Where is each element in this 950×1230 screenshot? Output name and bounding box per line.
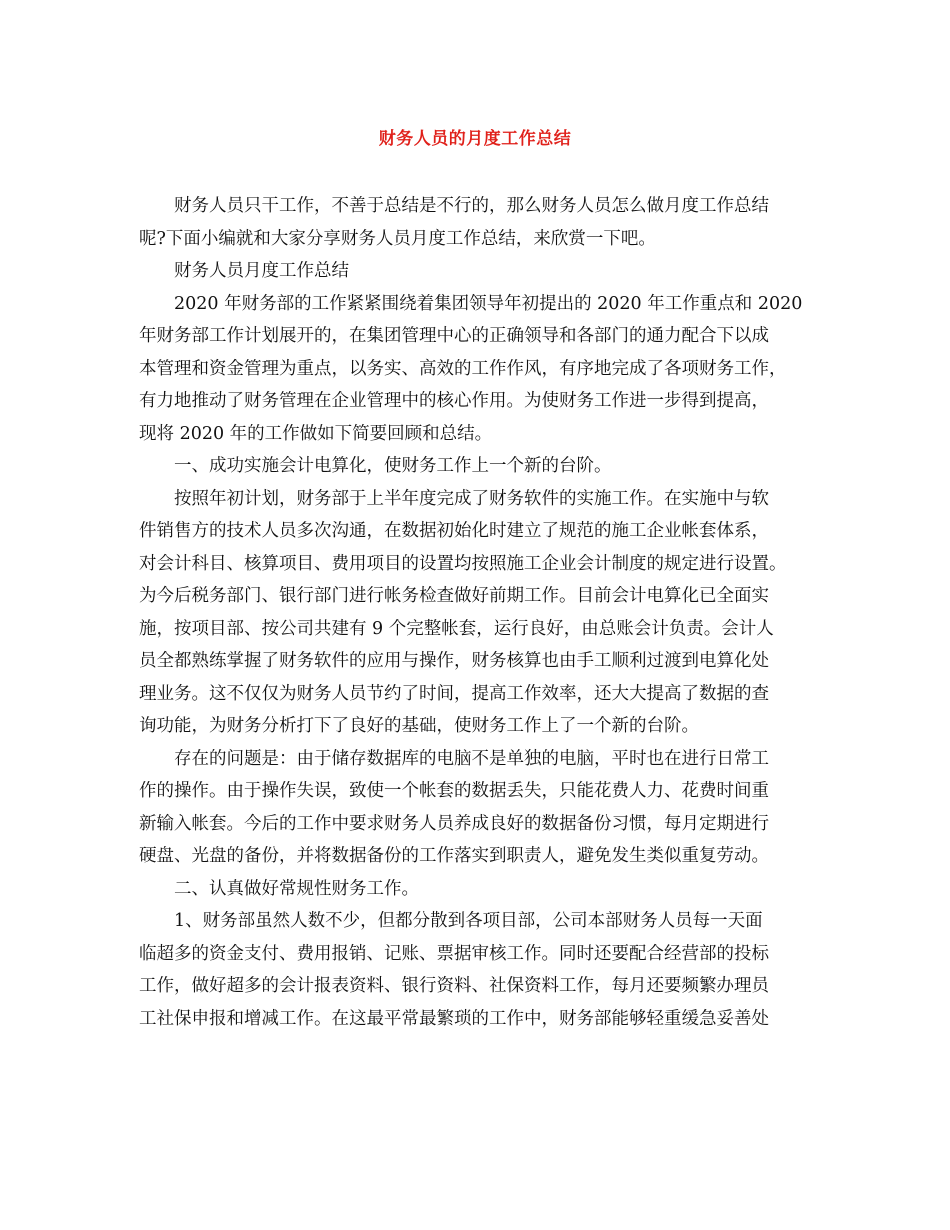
text-line: 员全都熟练掌握了财务软件的应用与操作，财务核算也由手工顺利过渡到电算化处 [139,651,769,671]
text-line: 新输入帐套。今后的工作中要求财务人员养成良好的数据备份习惯，每月定期进行 [139,813,769,834]
text-line: 工作，做好超多的会计报表资料、银行资料、社保资料工作，每月还要频繁办理员 [139,976,769,996]
text-line: 硬盘、光盘的备份，并将数据备份的工作落实到职责人，避免发生类似重复劳动。 [139,846,769,866]
text-line: 施，按项目部、按公司共建有 9 个完整帐套，运行良好，由总账会计负责。会计人 [139,618,774,639]
text-line: 现将 2020 年的工作做如下简要回顾和总结。 [139,423,493,444]
text-line: 工社保申报和增减工作。在这最平常最繁琐的工作中，财务部能够轻重缓急妥善处 [139,1008,769,1029]
text-line: 呢?下面小编就和大家分享财务人员月度工作总结，来欣赏一下吧。 [139,228,656,249]
text-line: 一、成功实施会计电算化，使财务工作上一个新的台阶。 [174,456,612,476]
text-line: 存在的问题是：由于储存数据库的电脑不是单独的电脑，平时也在进行日常工 [174,748,769,769]
document-body [139,190,815,1035]
text-line: 财务人员只干工作，不善于总结是不行的，那么财务人员怎么做月度工作总结 [174,196,769,216]
text-line: 年财务部工作计划展开的，在集团管理中心的正确领导和各部门的通力配合下以成 [139,326,769,346]
text-line: 作的操作。由于操作失误，致使一个帐套的数据丢失，只能花费人力、花费时间重 [139,781,769,801]
text-line: 临超多的资金支付、费用报销、记账、票据审核工作。同时还要配合经营部的投标 [139,943,769,964]
text-line: 为今后税务部门、银行部门进行帐务检查做好前期工作。目前会计电算化已全面实 [139,586,769,606]
text-line: 1、财务部虽然人数不少，但都分散到各项目部，公司本部财务人员每一天面 [174,911,763,931]
document-title: 财务人员的月度工作总结 [378,129,572,149]
text-line: 理业务。这不仅仅为财务人员节约了时间，提高工作效率，还大大提高了数据的查 [139,683,769,704]
text-line: 询功能，为财务分析打下了良好的基础，使财务工作上了一个新的台阶。 [139,716,699,736]
text-line: 件销售方的技术人员多次沟通，在数据初始化时建立了规范的施工企业帐套体系， [139,521,769,541]
text-line: 本管理和资金管理为重点，以务实、高效的工作作风，有序地完成了各项财务工作， [139,358,787,379]
text-line: 按照年初计划，财务部于上半年度完成了财务软件的实施工作。在实施中与软 [174,488,769,509]
text-line: 对会计科目、核算项目、费用项目的设置均按照施工企业会计制度的规定进行设置。 [139,553,787,574]
text-line: 有力地推动了财务管理在企业管理中的核心作用。为使财务工作进一步得到提高， [139,391,769,411]
text-line: 2020 年财务部的工作紧紧围绕着集团领导年初提出的 2020 年工作重点和 2020 [174,293,803,314]
text-line: 财务人员月度工作总结 [174,261,349,281]
text-line: 二、认真做好常规性财务工作。 [174,878,419,899]
